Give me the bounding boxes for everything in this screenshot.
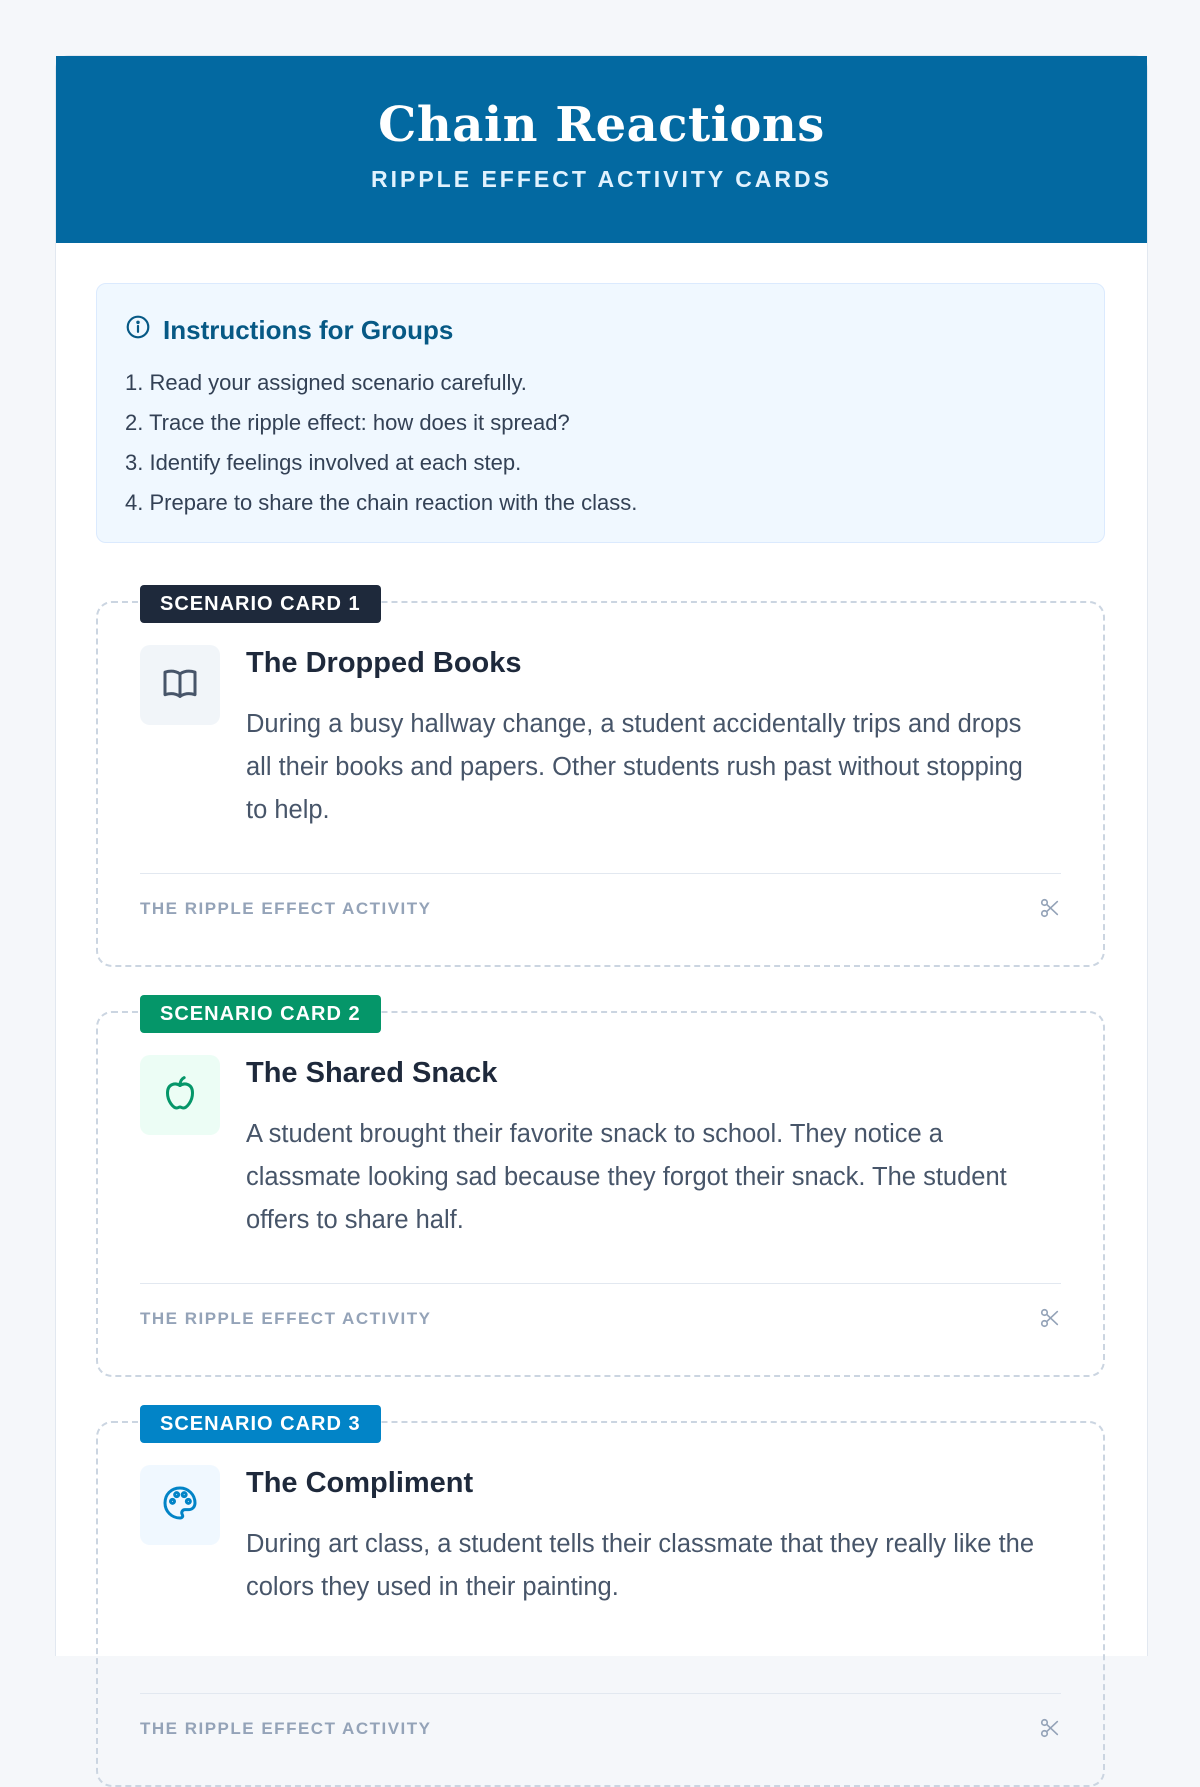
activity-sheet [55, 55, 1148, 1738]
instruction-item: 3. Identify feelings involved at each step. [125, 450, 522, 475]
card-footer: THE RIPPLE EFFECT ACTIVITY [140, 1309, 432, 1328]
page-header [56, 56, 1147, 243]
scenario-card-3 [96, 1413, 1105, 1787]
scissors-icon [1039, 897, 1061, 919]
instruction-item: 4. Prepare to share the chain reaction with the class. [125, 490, 638, 515]
instruction-item: 2. Trace the ripple effect: how does it spread? [125, 410, 570, 435]
palette-icon [160, 1483, 200, 1528]
scenario-card-1 [96, 593, 1105, 967]
instructions-title: Instructions for Groups [163, 315, 454, 345]
instructions-box [96, 283, 1105, 543]
page-subtitle: RIPPLE EFFECT ACTIVITY CARDS [371, 166, 832, 192]
info-icon [125, 314, 151, 347]
card-icon-box [140, 1465, 220, 1545]
card-title: The Dropped Books [246, 647, 522, 679]
instructions-heading [125, 314, 1076, 347]
page-title: Chain Reactions [378, 97, 825, 153]
card-divider [140, 1283, 1061, 1284]
card-title: The Shared Snack [246, 1057, 498, 1089]
instruction-item: 1. Read your assigned scenario carefully. [125, 370, 527, 395]
instructions-list [125, 363, 1076, 523]
scissors-icon [1039, 1307, 1061, 1329]
card-title: The Compliment [246, 1467, 474, 1499]
book-open-icon [160, 663, 200, 708]
scenario-badge: SCENARIO CARD 1 [140, 585, 381, 623]
card-icon-box [140, 1055, 220, 1135]
card-divider [140, 1693, 1061, 1694]
scenario-badge: SCENARIO CARD 3 [140, 1405, 381, 1443]
scenario-card-2 [96, 1003, 1105, 1377]
apple-icon [160, 1073, 200, 1118]
card-footer: THE RIPPLE EFFECT ACTIVITY [140, 899, 432, 918]
scenario-badge: SCENARIO CARD 2 [140, 995, 381, 1033]
card-divider [140, 873, 1061, 874]
card-icon-box [140, 645, 220, 725]
card-description: A student brought their favorite snack to school. They notice a classmate looking sad because they forgot their snack. The student offers to share half. [246, 1120, 1007, 1234]
card-description: During art class, a student tells their classmate that they really like the colors they used in their painting. [246, 1530, 1035, 1601]
card-description: During a busy hallway change, a student accidentally trips and drops all their books and papers. Other students rush past without stopping to help. [246, 710, 1023, 824]
scissors-icon [1039, 1717, 1061, 1739]
card-footer: THE RIPPLE EFFECT ACTIVITY [140, 1719, 432, 1738]
